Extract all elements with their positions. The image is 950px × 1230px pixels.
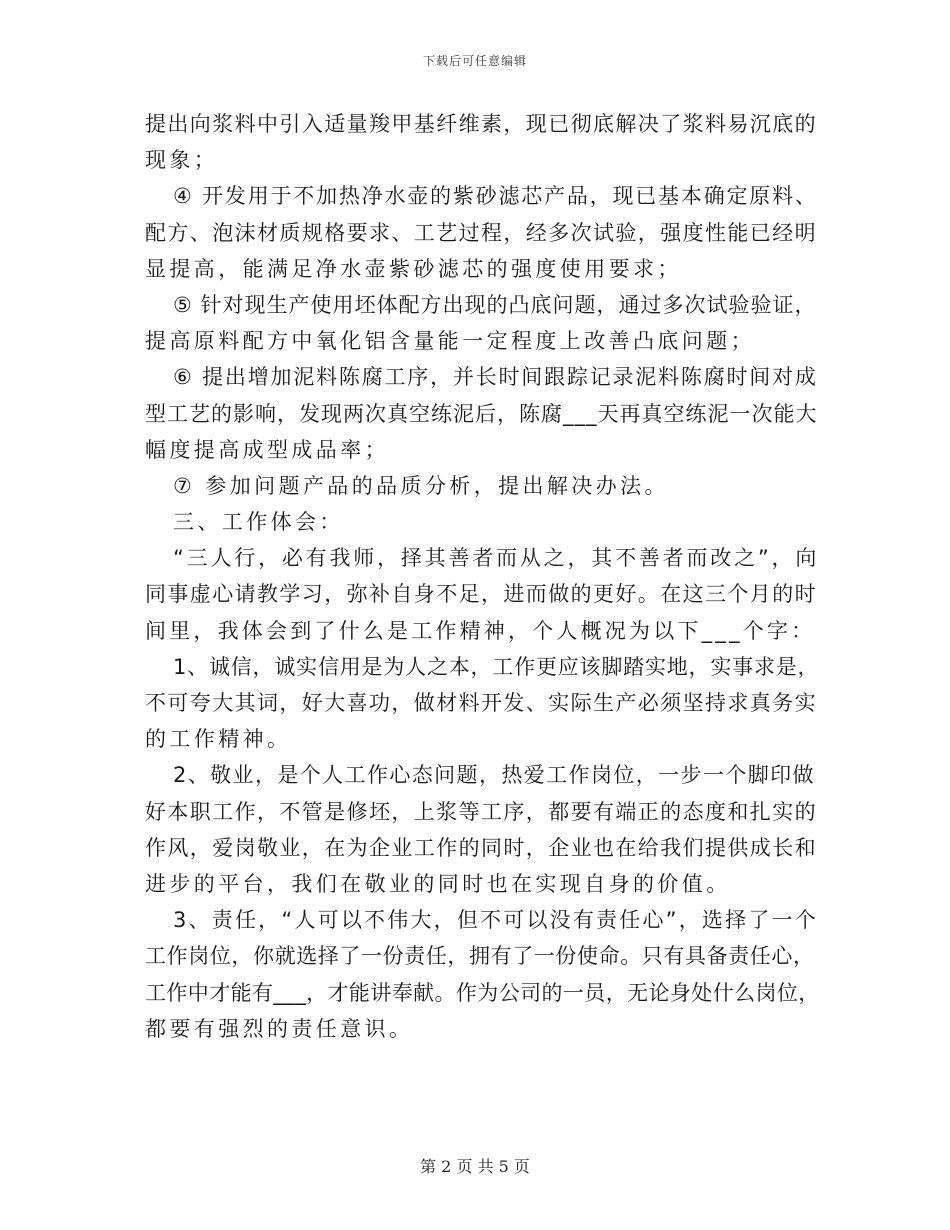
text-line: 型工艺的影响，发现两次真空练泥后，陈腐___天再真空练泥一次能大 <box>145 401 818 426</box>
text-line: 不可夸大其词，好大喜功，做材料开发、实际生产必须坚持求真务实 <box>145 691 817 715</box>
text-line: ⑤ 针对现生产使用坯体配方出现的凸底问题，通过多次试验验证， <box>173 292 817 317</box>
text-line: 的工作精神。 <box>145 727 292 752</box>
text-line: 作风，爱岗敬业，在为企业工作的同时，企业也在给我们提供成长和 <box>145 835 817 860</box>
text-line: 3、责任，“人可以不伟大，但不可以没有责任心”，选择了一个 <box>173 908 818 933</box>
text-line: 同事虚心请教学习，弥补自身不足，进而做的更好。在这三个月的时 <box>145 582 817 607</box>
text-line: 工作中才能有___，才能讲奉献。作为公司的一员，无论身处什么岗位， <box>145 980 820 1005</box>
text-line: 幅度提高成型成品率； <box>145 437 389 462</box>
text-line: 1、诚信，诚实信用是为人之本，工作更应该脚踏实地，实事求是， <box>173 654 820 679</box>
text-line: 提出向浆料中引入适量羧甲基纤维素，现已彻底解决了浆料易沉底的 <box>145 112 817 136</box>
page-header: 下载后可任意编辑 <box>422 54 527 68</box>
text-line: 显提高，能满足净水壶紫砂滤芯的强度使用要求； <box>145 256 682 281</box>
text-line: 好本职工作，不管是修坯，上浆等工序，都要有端正的态度和扎实的 <box>145 799 817 824</box>
text-line: “三人行，必有我师，择其善者而从之，其不善者而改之”，向 <box>173 546 820 571</box>
text-line: 进步的平台，我们在敬业的同时也在实现自身的价值。 <box>145 871 731 896</box>
text-line: 都要有强烈的责任意识。 <box>145 1016 414 1041</box>
section-heading: 三、工作体会： <box>173 510 344 535</box>
text-line: ⑥ 提出增加泥料陈腐工序，并长时间跟踪记录泥料陈腐时间对成 <box>173 365 818 390</box>
text-line: 配方、泡沫材质规格要求、工艺过程，经多次试验，强度性能已经明 <box>145 220 817 245</box>
text-line: 2、敬业，是个人工作心态问题，热爱工作岗位，一步一个脚印做 <box>173 763 815 788</box>
text-line: 现象； <box>145 148 219 173</box>
text-line: 提高原料配方中氧化铝含量能一定程度上改善凸底问题； <box>145 329 755 354</box>
text-line: 间里，我体会到了什么是工作精神，个人概况为以下___个字： <box>145 618 816 643</box>
text-line: ④ 开发用于不加热净水壶的紫砂滤芯产品，现已基本确定原料、 <box>173 184 818 209</box>
page-footer: 第 2 页 共 5 页 <box>420 1157 530 1176</box>
text-line: ⑦ 参加问题产品的品质分析，提出解决办法。 <box>173 473 669 498</box>
document-body <box>145 106 820 1047</box>
text-line: 工作岗位，你就选择了一份责任，拥有了一份使命。只有具备责任心， <box>145 944 815 969</box>
